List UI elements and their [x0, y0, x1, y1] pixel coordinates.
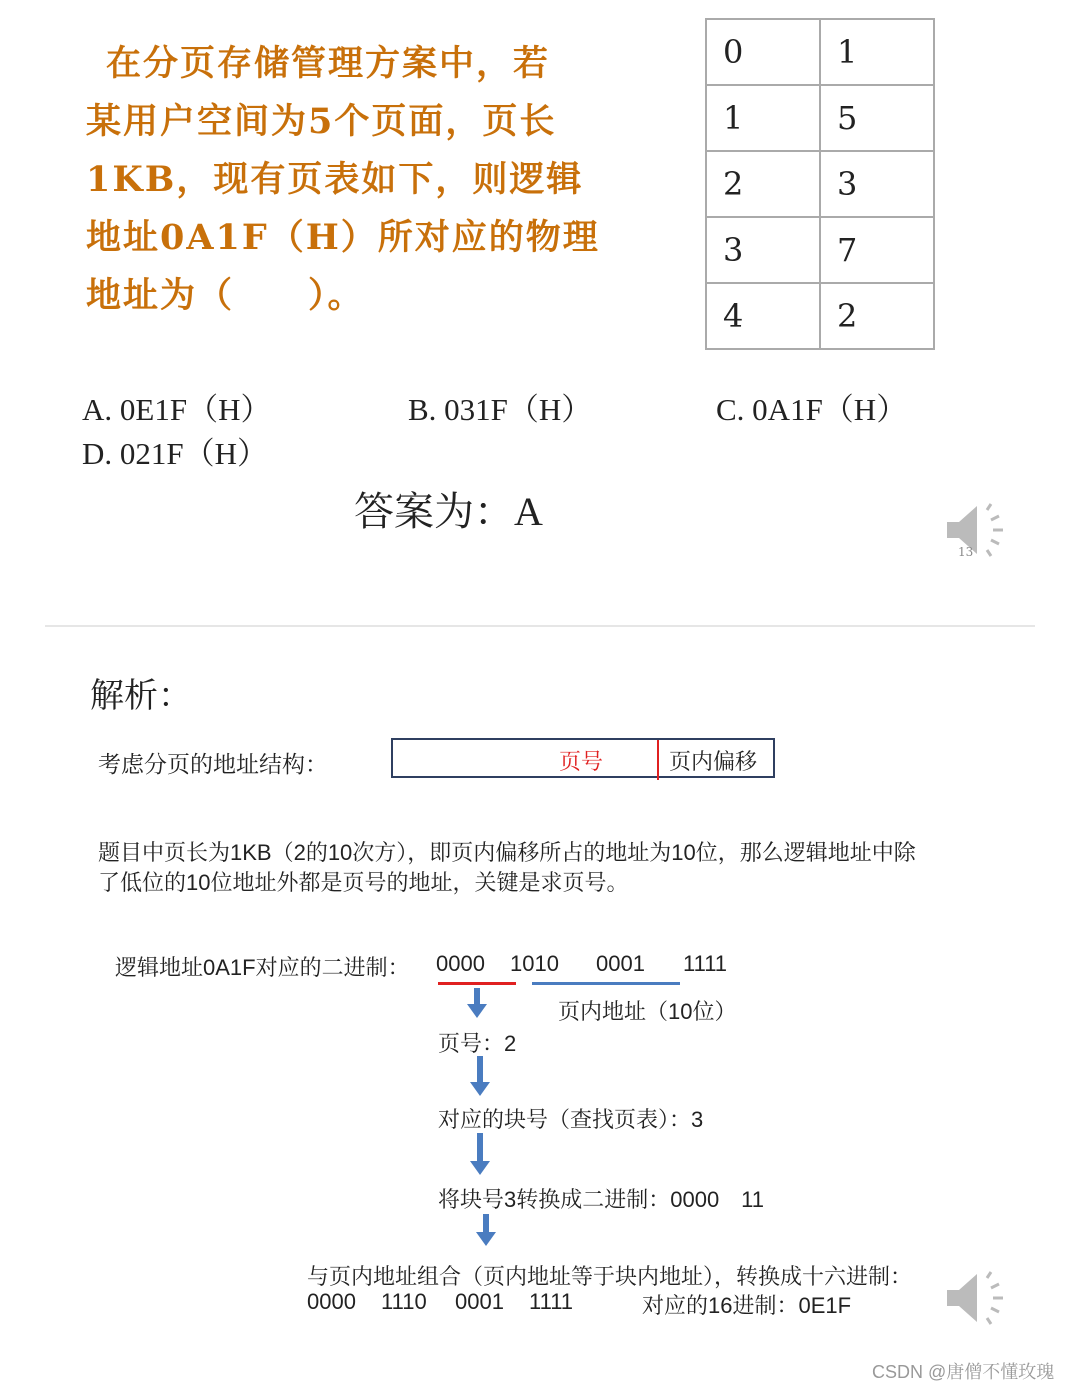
block-cell: 5	[820, 85, 934, 151]
question-line: 某用户空间为5个页面，页长	[86, 101, 557, 142]
explanation-line: 题目中页长为1KB（2的10次方），即页内偏移所占的地址为10位，那么逻辑地址中除	[98, 840, 916, 865]
inpage-label: 页内地址（10位）	[558, 999, 737, 1024]
question-line: 地址为（ ）。	[86, 275, 365, 316]
result-bits: 1111	[529, 1289, 574, 1314]
page-number-field: 页号	[559, 749, 604, 774]
question-line: 1KB，现有页表如下，则逻辑	[86, 159, 584, 200]
analysis-title: 解析：	[90, 678, 192, 715]
page-cell: 0	[706, 19, 820, 85]
bits: 1010	[510, 951, 559, 976]
option-a: A. 0E1F（H）	[82, 392, 272, 427]
page-cell: 3	[706, 217, 820, 283]
question-line: 在分页存储管理方案中，若	[106, 43, 551, 84]
binary-label: 逻辑地址0A1F对应的二进制：	[115, 955, 410, 980]
step-block-number: 对应的块号（查找页表）：3	[438, 1107, 704, 1132]
arrow-down-icon	[477, 1056, 483, 1084]
field-separator	[657, 740, 659, 780]
table-row	[706, 85, 934, 151]
option-d: D. 021F（H）	[82, 436, 269, 471]
result-bits: 0001	[455, 1289, 504, 1314]
table-row	[706, 151, 934, 217]
structure-label: 考虑分页的地址结构：	[98, 751, 328, 777]
bits: 0001	[596, 951, 645, 976]
result-bits: 1110	[381, 1289, 427, 1314]
step-page-number: 页号：2	[438, 1031, 517, 1056]
page-table	[705, 18, 935, 350]
hex-result: 对应的16进制：0E1F	[642, 1293, 852, 1318]
block-cell: 1	[820, 19, 934, 85]
table-row	[706, 217, 934, 283]
slide-number: 13	[958, 545, 974, 559]
block-cell: 3	[820, 151, 934, 217]
answer: 答案为：A	[354, 489, 543, 534]
arrow-down-icon	[474, 988, 480, 1006]
step-binary: 将块号3转换成二进制：0000 11	[438, 1187, 765, 1212]
address-structure	[391, 738, 775, 778]
page-cell: 4	[706, 283, 820, 349]
speaker-icon[interactable]	[945, 500, 1011, 560]
question-line: 地址0A1F（H）所对应的物理	[86, 217, 600, 258]
speaker-icon[interactable]	[945, 1268, 1011, 1328]
page-bits-underline	[438, 982, 516, 985]
page-cell: 1	[706, 85, 820, 151]
divider	[45, 625, 1035, 627]
arrow-down-icon	[477, 1133, 483, 1163]
arrow-down-icon	[483, 1214, 489, 1234]
page-offset-field: 页内偏移	[669, 749, 758, 774]
table-row	[706, 19, 934, 85]
bits: 1111	[683, 951, 728, 976]
bits: 0000	[436, 951, 485, 976]
explanation-line: 了低位的10位地址外都是页号的地址，关键是求页号。	[98, 870, 629, 895]
page-cell: 2	[706, 151, 820, 217]
option-c: C. 0A1F（H）	[716, 392, 908, 427]
block-cell: 2	[820, 283, 934, 349]
step-combine: 与页内地址组合（页内地址等于块内地址），转换成十六进制：	[307, 1264, 913, 1289]
block-cell: 7	[820, 217, 934, 283]
watermark: CSDN @唐僧不懂玫瑰	[872, 1362, 1055, 1382]
offset-bits-underline	[532, 982, 680, 985]
table-row	[706, 283, 934, 349]
option-b: B. 031F（H）	[408, 392, 593, 427]
result-bits: 0000	[307, 1289, 356, 1314]
